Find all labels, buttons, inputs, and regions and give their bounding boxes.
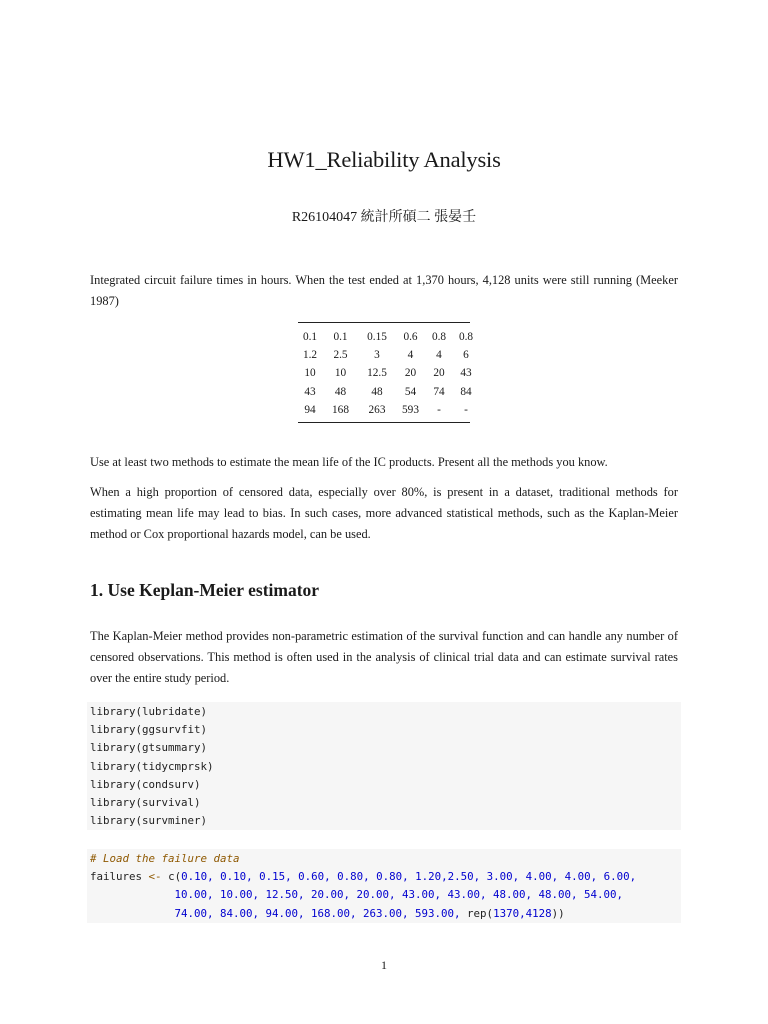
table-cell: 263	[368, 403, 386, 416]
code-line: library(survival)	[90, 796, 201, 810]
table-row	[298, 346, 480, 364]
table-cell: 48	[371, 385, 383, 398]
table-cell: 0.8	[458, 331, 474, 344]
table-cell: 74	[433, 385, 445, 398]
table-row	[298, 322, 480, 346]
table-cell: 20	[433, 367, 445, 380]
document-title: HW1_Reliability Analysis	[267, 147, 501, 172]
table-row	[298, 401, 480, 422]
code-line: 10.00, 10.00, 12.50, 20.00, 20.00, 43.00, 43.00, 48.00, 48.00, 54.00,	[174, 888, 624, 902]
code-block-libraries	[87, 702, 681, 830]
table-cell: 6	[463, 349, 469, 362]
failure-times-table	[298, 322, 480, 422]
table-bottom-rule	[298, 422, 470, 423]
table-cell: 0.6	[403, 331, 418, 344]
table-cell: 10	[334, 367, 347, 380]
code-line: library(ggsurvfit)	[90, 723, 208, 737]
table-cell: 43	[460, 367, 472, 380]
table-cell: 48	[334, 385, 347, 398]
table-cell: 43	[304, 385, 316, 398]
table-cell: 54	[404, 385, 417, 398]
table-cell: 94	[304, 403, 316, 416]
table-row	[298, 383, 480, 401]
author-line: R26104047 統計所碩二 張晏壬	[291, 210, 477, 225]
table-cell: 10	[304, 367, 316, 380]
table-row	[298, 364, 480, 382]
code-line: library(survminer)	[90, 814, 208, 828]
code-line: library(lubridate)	[90, 705, 208, 718]
table-cell: 0.8	[431, 331, 447, 344]
intro-paragraph: Integrated circuit failure times in hours. When the test ended at 1,370 hours, 4,128 units were still running (Meeker 1987)	[90, 273, 678, 308]
censoring-paragraph: When a high proportion of censored data, especially over 80%, is present in a dataset, traditional methods for estimating mean life may lead to bias. In such cases, more advanced statistical methods, such as the Kaplan-Meier method or Cox proportional hazards model, can be used.	[90, 485, 678, 541]
code-line: library(tidycmprsk)	[90, 759, 214, 773]
page-number: 1	[381, 958, 387, 972]
table-cell: 0.15	[367, 331, 387, 344]
code-line: library(gtsummary)	[90, 741, 208, 755]
table-cell: 0.1	[333, 331, 348, 344]
table-cell: 20	[404, 367, 417, 380]
section-heading: 1. Use Keplan-Meier estimator	[90, 580, 320, 600]
table-cell: 168	[332, 403, 349, 416]
table-cell: -	[464, 403, 468, 416]
table-cell: 2.5	[333, 349, 348, 362]
table-cell: 3	[374, 349, 380, 362]
km-description-paragraph: The Kaplan-Meier method provides non-parametric estimation of the survival function and can handle any number of censored observations. This method is often used in the analysis of clinical trial data and can estimate survival rates over the entire study period.	[90, 629, 678, 685]
table-cell: -	[437, 403, 441, 416]
table-cell: 12.5	[367, 367, 387, 380]
task-paragraph: Use at least two methods to estimate the mean life of the IC products. Present all the methods you know.	[90, 455, 608, 469]
code-line: library(condsurv)	[90, 777, 201, 791]
table-cell: 4	[407, 349, 414, 362]
code-block-failure-data	[87, 849, 681, 923]
table-cell: 0.1	[302, 331, 318, 344]
code-comment: # Load the failure data	[90, 852, 240, 865]
table-cell: 593	[402, 403, 419, 416]
table-cell: 1.2	[302, 349, 318, 362]
code-line: failures <- c(0.10, 0.10, 0.15, 0.60, 0.80, 0.80, 1.20,2.50, 3.00, 4.00, 4.00, 6.00,	[90, 870, 637, 884]
table-cell: 84	[460, 385, 472, 398]
code-line: 74.00, 84.00, 94.00, 168.00, 263.00, 593.00, rep(1370,4128))	[174, 906, 565, 920]
table-cell: 4	[436, 349, 442, 362]
